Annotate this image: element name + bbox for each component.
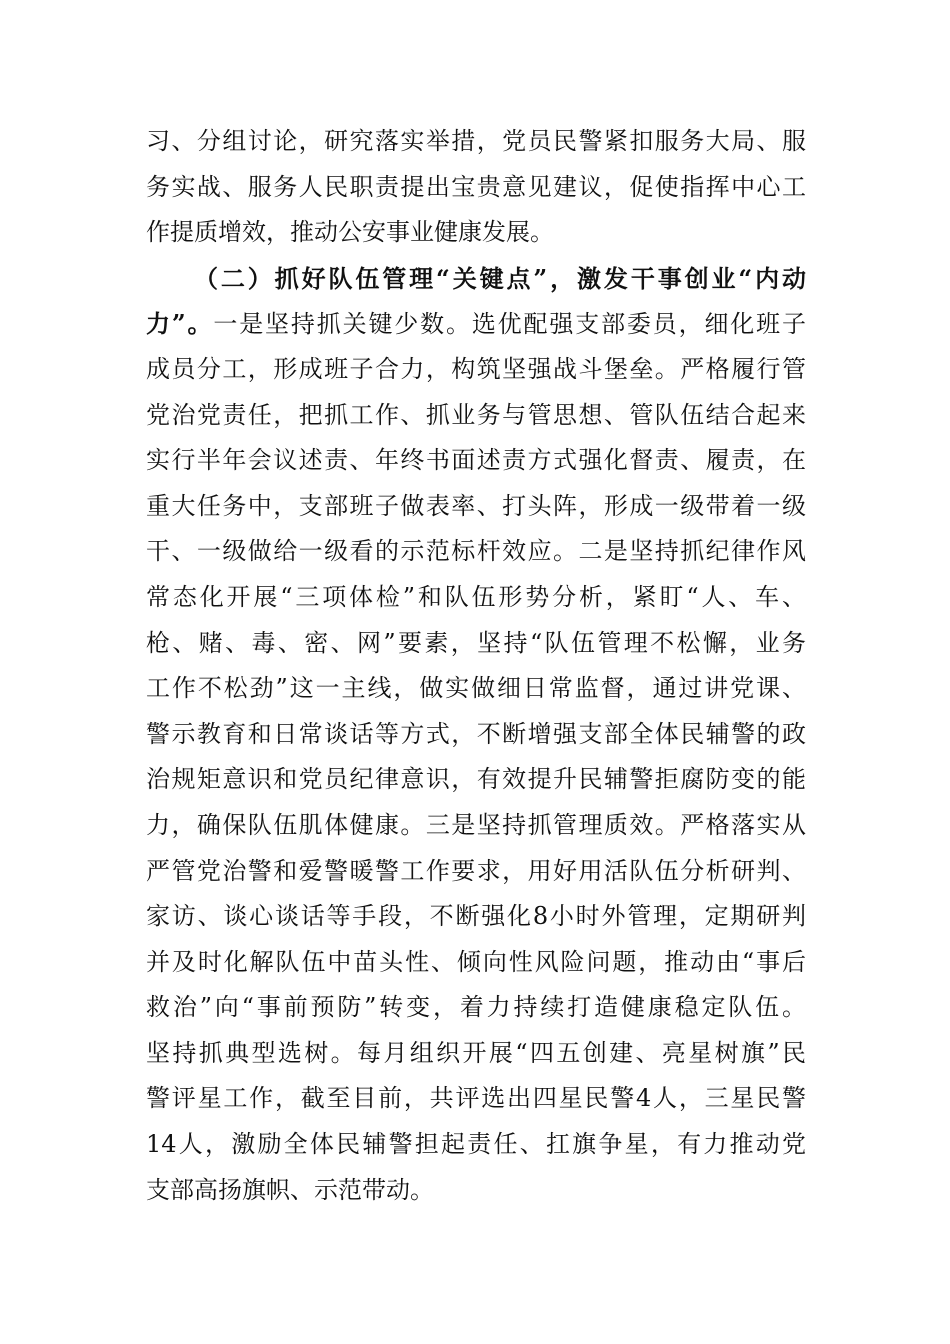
paragraph-line: 干、一级做给一级看的示范标杆效应。二是坚持抓纪律作风 [146,537,806,566]
paragraph-line: 工作不松劲”这一主线，做实做细日常监督，通过讲党课、 [146,674,806,703]
section-heading-line: （二）抓好队伍管理“关键点”，激发干事创业“内动 [194,263,806,293]
paragraph-line: 警评星工作，截至目前，共评选出四星民警4人，三星民警 [146,1084,806,1113]
paragraph-line: 党治党责任，把抓工作、抓业务与管思想、管队伍结合起来 [146,400,806,429]
paragraph-line: 作提质增效，推动公安事业健康发展。 [146,218,554,247]
paragraph-line: 常态化开展“三项体检”和队伍形势分析，紧盯“人、车、 [146,582,806,611]
body-text [146,119,806,1213]
paragraph-line: 家访、谈心谈话等手段，不断强化8小时外管理，定期研判 [146,902,806,931]
paragraph-line: 重大任务中，支部班子做表率、打头阵，形成一级带着一级 [146,491,806,520]
paragraph-line: 实行半年会议述责、年终书面述责方式强化督责、履责，在 [146,446,806,475]
paragraph-line: 严管党治警和爱警暖警工作要求，用好用活队伍分析研判、 [146,856,806,885]
paragraph-line: 治规矩意识和党员纪律意识，有效提升民辅警拒腐防变的能 [146,765,806,794]
paragraph-line: 枪、赌、毒、密、网”要素，坚持“队伍管理不松懈，业务 [146,628,806,657]
paragraph-line: 成员分工，形成班子合力，构筑坚强战斗堡垒。严格履行管 [146,354,806,383]
paragraph-line: 警示教育和日常谈话等方式，不断增强支部全体民辅警的政 [146,719,806,748]
paragraph-line: 力，确保队伍肌体健康。三是坚持抓管理质效。严格落实从 [146,810,806,839]
paragraph-line: 14人，激励全体民辅警担起责任、扛旗争星，有力推动党 [146,1130,806,1159]
paragraph-text: 一是坚持抓关键少数。选优配强支部委员，细化班子 [213,310,807,339]
paragraph-line: 务实战、服务人民职责提出宝贵意见建议，促使指挥中心工 [146,172,806,201]
paragraph-line: 并及时化解队伍中苗头性、倾向性风险问题，推动由“事后 [146,947,806,976]
paragraph-line: 救治”向“事前预防”转变，着力持续打造健康稳定队伍。 [146,993,806,1022]
section-heading-end: 力”。 [146,309,214,339]
paragraph-line: 支部高扬旗帜、示范带动。 [146,1175,434,1204]
paragraph-line: 坚持抓典型选树。每月组织开展“四五创建、亮星树旗”民 [146,1038,806,1067]
section-heading-continuation [146,301,806,347]
paragraph-line: 习、分组讨论，研究落实举措，党员民警紧扣服务大局、服 [146,127,806,155]
